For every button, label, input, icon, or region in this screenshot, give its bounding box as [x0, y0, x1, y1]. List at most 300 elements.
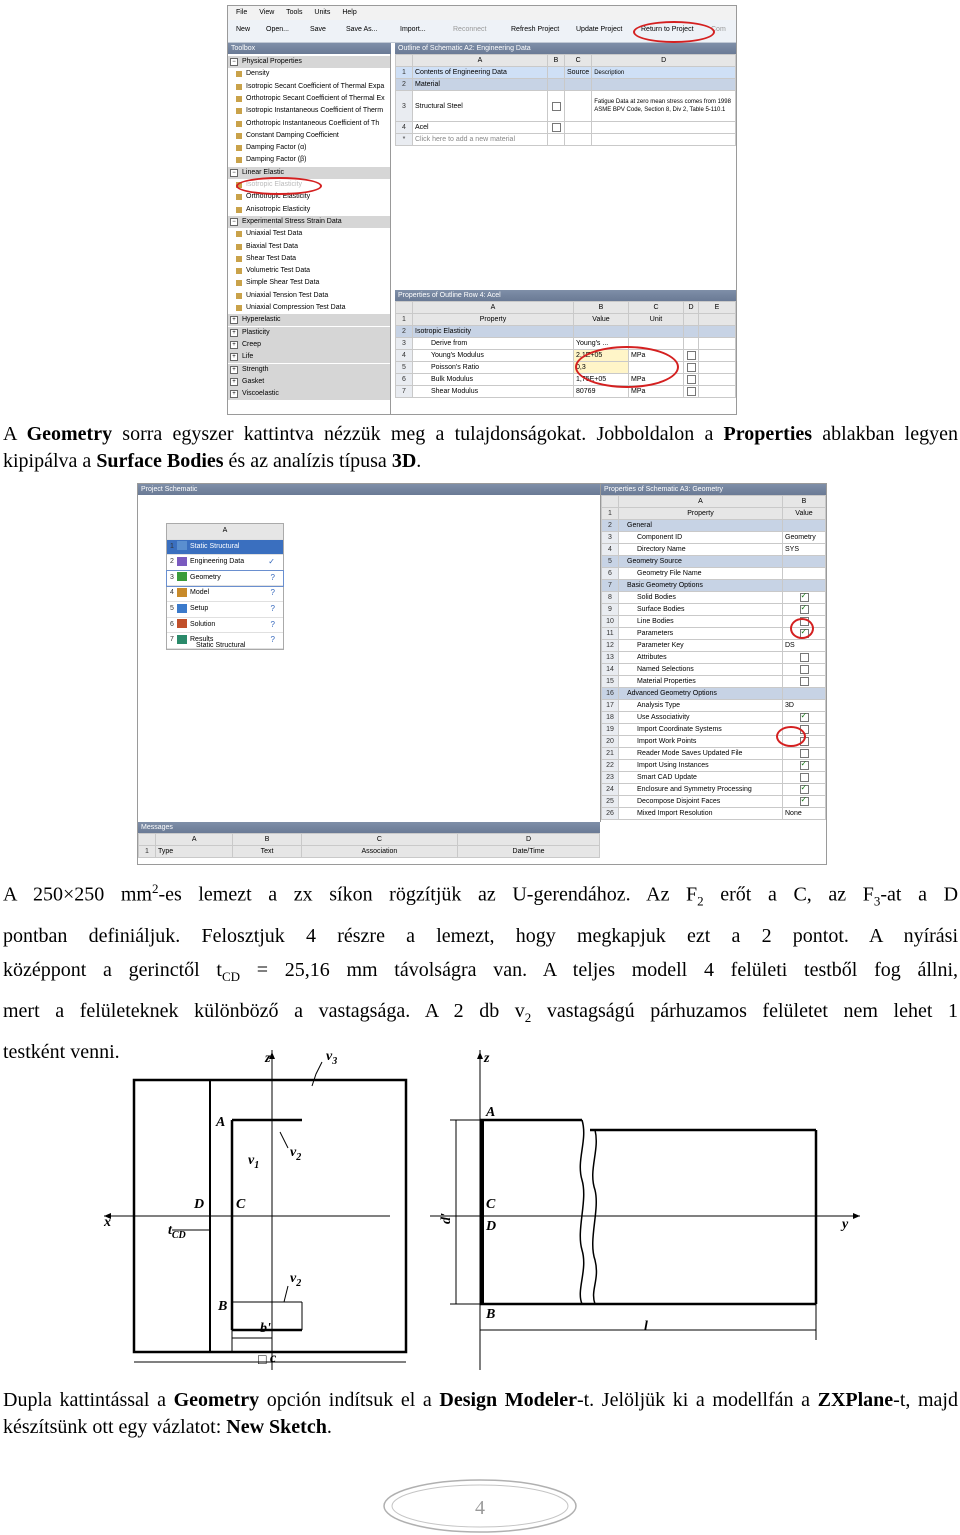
property-icon — [236, 157, 242, 163]
geometry-term: Geometry — [26, 423, 113, 445]
toolbox-item[interactable] — [228, 105, 390, 117]
reconnect-button[interactable]: Reconnect — [453, 26, 487, 33]
text-header: Text — [233, 846, 301, 858]
property-value[interactable]: 2,1E+05 — [574, 350, 629, 362]
properties-term: Properties — [723, 423, 813, 445]
property-name: Parameters — [619, 628, 783, 640]
property-row[interactable] — [396, 314, 736, 326]
toolbox-item[interactable] — [228, 204, 390, 216]
expand-icon[interactable]: + — [230, 378, 238, 386]
checkbox-cell[interactable] — [684, 338, 699, 350]
property-unit[interactable]: MPa — [629, 350, 684, 362]
system-cell-row[interactable] — [167, 602, 283, 618]
checkbox-icon[interactable] — [800, 593, 809, 602]
row-number: 1 — [139, 846, 156, 858]
property-row[interactable] — [396, 362, 736, 374]
toolbox-category[interactable] — [228, 327, 390, 339]
property-row[interactable] — [602, 700, 826, 712]
menu-help[interactable]: Help — [342, 9, 357, 16]
system-cell-row[interactable] — [167, 555, 283, 571]
property-row[interactable] — [396, 338, 736, 350]
toolbox-label: Gasket — [242, 377, 265, 385]
property-value[interactable] — [783, 688, 826, 700]
row-number: 20 — [602, 736, 619, 748]
point-c-label-right: C — [486, 1197, 496, 1212]
property-value[interactable]: None — [783, 808, 826, 820]
save-button[interactable]: Save — [310, 26, 326, 33]
messages-header: Messages — [138, 822, 600, 833]
property-value[interactable]: Value — [783, 508, 826, 520]
expand-icon[interactable]: + — [230, 353, 238, 361]
property-row[interactable] — [602, 508, 826, 520]
col-a: A — [413, 55, 548, 67]
zxplane-term: ZXPlane — [817, 1389, 894, 1411]
text: sorra egyszer kattintva nézzük meg a tulajdonságokat. Jobboldalon a — [112, 423, 724, 445]
toolbox-label: Viscoelastic — [242, 390, 279, 398]
cell-type-icon — [177, 635, 187, 644]
c-prefix: □ — [258, 1353, 267, 1368]
toolbox-label: Linear Elastic — [242, 168, 285, 176]
v2-bottom-label: $v_2$ — [290, 1271, 302, 1289]
point-b-label: B — [218, 1299, 228, 1314]
property-value[interactable]: 1,75E+05 — [574, 374, 629, 386]
property-value[interactable]: DS — [783, 640, 826, 652]
toolbox-label: Orthotropic Elasticity — [246, 193, 311, 201]
checkbox-cell[interactable] — [548, 91, 565, 122]
col-b: B — [783, 496, 826, 508]
checkbox-icon[interactable] — [800, 665, 809, 674]
col-b: B — [233, 834, 301, 846]
expand-icon[interactable]: + — [230, 390, 238, 398]
toolbox-item[interactable] — [228, 253, 390, 265]
update-project-button[interactable]: Update Project — [576, 26, 623, 33]
checkbox-icon[interactable] — [687, 387, 696, 396]
menu-file[interactable]: File — [236, 9, 248, 16]
col-a: A — [619, 496, 783, 508]
checkbox-cell[interactable] — [684, 314, 699, 326]
description-cell — [592, 122, 736, 134]
refresh-required-icon: ? — [270, 603, 275, 613]
row-number: 9 — [602, 604, 619, 616]
toolbox-category[interactable] — [228, 376, 390, 388]
toolbox-item[interactable] — [228, 290, 390, 302]
checkbox-cell[interactable] — [684, 350, 699, 362]
property-row[interactable] — [602, 688, 826, 700]
toolbox-label: Density — [246, 70, 270, 78]
checkbox-icon[interactable] — [800, 605, 809, 614]
toolbox-category[interactable] — [228, 56, 390, 68]
corner-cell — [396, 302, 413, 314]
property-value[interactable] — [783, 568, 826, 580]
toolbox-label: Damping Factor (α) — [246, 144, 307, 152]
toolbox-category[interactable] — [228, 314, 390, 326]
return-to-project-button[interactable]: Return to Project — [641, 26, 694, 33]
toolbox-item[interactable] — [228, 81, 390, 93]
properties-table — [395, 301, 736, 398]
row-number: 23 — [602, 772, 619, 784]
cell-type-icon — [177, 541, 187, 550]
checkbox-cell[interactable] — [548, 79, 565, 91]
v3-label: $v_3$ — [326, 1049, 338, 1067]
checkbox-cell[interactable] — [548, 134, 565, 146]
row-number: 4 — [396, 122, 413, 134]
checkbox-icon[interactable] — [800, 761, 809, 770]
property-unit[interactable] — [629, 326, 684, 338]
v2-top-label: $v_2$ — [290, 1145, 302, 1163]
source-cell — [565, 134, 592, 146]
property-value[interactable]: Geometry — [783, 532, 826, 544]
corner-cell — [602, 496, 619, 508]
checkbox-cell[interactable] — [684, 362, 699, 374]
property-row[interactable] — [396, 326, 736, 338]
material-cell[interactable]: Acel — [413, 122, 548, 134]
system-cell-row[interactable] — [167, 618, 283, 634]
outline-row[interactable] — [396, 79, 736, 91]
toolbox-category[interactable] — [228, 388, 390, 400]
material-cell[interactable]: Material — [413, 79, 548, 91]
checkbox-cell[interactable] — [684, 386, 699, 398]
property-row[interactable] — [602, 604, 826, 616]
property-value[interactable]: Value — [574, 314, 629, 326]
property-row[interactable] — [602, 652, 826, 664]
col-a: A — [156, 834, 233, 846]
z-label-right: z — [484, 1051, 490, 1066]
property-icon — [236, 293, 242, 299]
row-number: 6 — [602, 568, 619, 580]
description-cell — [592, 79, 736, 91]
property-value[interactable]: 0,3 — [574, 362, 629, 374]
extra-cell — [699, 350, 736, 362]
toolbox-item[interactable] — [228, 118, 390, 130]
property-icon — [236, 305, 242, 311]
property-value[interactable] — [783, 520, 826, 532]
checkbox-icon[interactable] — [800, 797, 809, 806]
property-value[interactable] — [783, 796, 826, 808]
toolbox-category[interactable] — [228, 216, 390, 228]
source-cell — [565, 122, 592, 134]
toolbox-item[interactable] — [228, 241, 390, 253]
row-number: 2 — [396, 326, 413, 338]
corner-cell — [139, 834, 156, 846]
left-edge — [480, 1120, 484, 1304]
tcd-label: $t_{CD}$ — [168, 1223, 186, 1241]
cell-type-icon — [177, 572, 187, 581]
toolbox-category[interactable] — [228, 167, 390, 179]
system-cell-row[interactable] — [167, 540, 283, 556]
import-button[interactable]: Import... — [400, 26, 426, 33]
property-value[interactable]: 3D — [783, 700, 826, 712]
collapse-icon[interactable]: − — [230, 58, 238, 66]
extra-cell — [699, 374, 736, 386]
toolbox-category[interactable] — [228, 351, 390, 363]
point-a-label: A — [216, 1115, 226, 1130]
checkbox-icon[interactable] — [800, 785, 809, 794]
property-name: Smart CAD Update — [619, 772, 783, 784]
row-number: 4 — [170, 589, 174, 597]
toolbox-category[interactable] — [228, 339, 390, 351]
property-row[interactable] — [602, 796, 826, 808]
property-value[interactable] — [783, 784, 826, 796]
checkbox-icon[interactable] — [800, 749, 809, 758]
toolbox-label: Isotropic Secant Coefficient of Thermal Expa — [246, 82, 385, 90]
row-number: 26 — [602, 808, 619, 820]
toolbox-item[interactable] — [228, 68, 390, 80]
property-row[interactable] — [602, 760, 826, 772]
material-cell[interactable]: Contents of Engineering Data — [413, 67, 548, 79]
system-cell-row[interactable] — [167, 571, 283, 587]
checkbox-icon[interactable] — [800, 677, 809, 686]
outline-row[interactable] — [396, 91, 736, 122]
extra-cell — [699, 338, 736, 350]
row-number: 19 — [602, 724, 619, 736]
property-value[interactable] — [783, 652, 826, 664]
property-name: Geometry Source — [619, 556, 783, 568]
property-unit[interactable]: Unit — [629, 314, 684, 326]
property-name: Attributes — [619, 652, 783, 664]
toolbox-label: Creep — [242, 340, 262, 348]
refresh-project-button[interactable]: Refresh Project — [511, 26, 560, 33]
text: opción indítsuk el a — [259, 1389, 440, 1411]
row-number: 7 — [602, 580, 619, 592]
toolbox-item[interactable] — [228, 265, 390, 277]
toolbox-label: Uniaxial Test Data — [246, 230, 303, 238]
property-name: Bulk Modulus — [413, 374, 574, 386]
checkbox-icon[interactable] — [687, 375, 696, 384]
save-as-button[interactable]: Save As... — [346, 26, 378, 33]
property-row[interactable] — [602, 664, 826, 676]
toolbox-item[interactable] — [228, 277, 390, 289]
property-row[interactable] — [602, 712, 826, 724]
toolbox-label: Isotropic Elasticity — [246, 181, 303, 188]
row-number: 21 — [602, 748, 619, 760]
property-icon — [236, 96, 242, 102]
toolbox-label: Uniaxial Tension Test Data — [246, 291, 329, 299]
d-prime-label: d' — [439, 1213, 454, 1224]
corner-cell — [396, 55, 413, 67]
property-row[interactable] — [602, 772, 826, 784]
property-row[interactable] — [602, 544, 826, 556]
property-icon — [236, 231, 242, 237]
row-number: 3 — [170, 573, 174, 581]
property-value[interactable] — [783, 772, 826, 784]
property-row[interactable] — [602, 808, 826, 820]
y-label: y — [842, 1217, 849, 1232]
toolbox-label: Orthotropic Secant Coefficient of Thermal Ex — [246, 94, 385, 102]
toolbox-label: Strength — [242, 365, 269, 373]
outline-row[interactable] — [396, 134, 736, 146]
expand-icon[interactable]: + — [230, 341, 238, 349]
x-label: x — [104, 1215, 111, 1230]
property-row[interactable] — [602, 748, 826, 760]
outline-header: Outline of Schematic A2: Engineering Data — [395, 43, 736, 54]
property-value[interactable]: SYS — [783, 544, 826, 556]
material-cell[interactable]: Click here to add a new material — [413, 134, 548, 146]
property-name: Use Associativity — [619, 712, 783, 724]
property-row[interactable] — [602, 532, 826, 544]
row-number: 10 — [602, 616, 619, 628]
checkbox-icon[interactable] — [687, 363, 696, 372]
row-number: 2 — [396, 79, 413, 91]
surface-bodies-highlight — [790, 618, 814, 639]
property-icon — [236, 133, 242, 139]
v1-label: $v_1$ — [248, 1153, 260, 1171]
para2-line2: pontban definiáljuk. Felosztjuk 4 részre a lemezt, hogy megkapjuk ezt a 2 pontot. A nyírási — [3, 924, 958, 947]
checkbox-icon[interactable] — [800, 653, 809, 662]
text: és az analízis típusa — [223, 450, 392, 472]
menu-units[interactable]: Units — [314, 9, 331, 16]
property-value[interactable] — [783, 664, 826, 676]
cell-type-icon — [177, 619, 187, 628]
row-number: 16 — [602, 688, 619, 700]
col-a: A — [413, 302, 574, 314]
text: Dupla kattintással a — [3, 1389, 174, 1411]
checkbox-cell[interactable] — [684, 374, 699, 386]
row-number: 18 — [602, 712, 619, 724]
refresh-required-icon: ? — [270, 635, 275, 645]
property-name: Derive from — [413, 338, 574, 350]
property-name: Parameter Key — [619, 640, 783, 652]
toolbox-item[interactable] — [228, 302, 390, 314]
toolbox-item[interactable] — [228, 130, 390, 142]
property-name: General — [619, 520, 783, 532]
property-name: Poisson's Ratio — [413, 362, 574, 374]
static-structural-system[interactable] — [166, 523, 284, 650]
toolbox-item[interactable] — [228, 142, 390, 154]
refresh-required-icon: ? — [270, 588, 275, 598]
z-label: z — [265, 1051, 271, 1066]
new-sketch-term: New Sketch — [226, 1416, 327, 1438]
property-row[interactable] — [602, 580, 826, 592]
property-value[interactable]: 80769 — [574, 386, 629, 398]
analysis-type-highlight — [776, 726, 806, 747]
paragraph-design-modeler — [3, 1387, 958, 1441]
property-value[interactable] — [783, 592, 826, 604]
system-cell-row[interactable] — [167, 586, 283, 602]
property-row[interactable] — [602, 520, 826, 532]
source-cell — [565, 91, 592, 122]
para2-line4: mert a felületeknek különböző a vastagsága. A 2 db $v_2$ vastagságú párhuzamos felületet nem lehet 1 — [3, 999, 959, 1025]
point-b-label-right: B — [486, 1307, 496, 1322]
property-value[interactable]: Young's ... — [574, 338, 629, 350]
extra-cell — [699, 386, 736, 398]
cell-type-icon — [177, 588, 187, 597]
collapse-icon[interactable]: − — [230, 218, 238, 226]
property-icon — [236, 121, 242, 127]
row-number: 24 — [602, 784, 619, 796]
row-number: 1 — [396, 314, 413, 326]
row-number: 22 — [602, 760, 619, 772]
property-row[interactable] — [396, 374, 736, 386]
property-row[interactable] — [396, 350, 736, 362]
property-row[interactable] — [602, 784, 826, 796]
property-value[interactable] — [783, 604, 826, 616]
para2-line5: testként venni. — [3, 1040, 120, 1063]
compact-button[interactable]: Com — [711, 26, 726, 33]
toolbox-category[interactable] — [228, 364, 390, 376]
toolbox-label: Damping Factor (β) — [246, 156, 307, 164]
property-row[interactable] — [396, 386, 736, 398]
v3-leader — [312, 1062, 322, 1086]
checkbox-cell[interactable] — [684, 326, 699, 338]
material-cell[interactable]: Structural Steel — [413, 91, 548, 122]
property-value[interactable] — [783, 580, 826, 592]
toolbox-item[interactable] — [228, 228, 390, 240]
menu-tools[interactable]: Tools — [286, 9, 303, 16]
text: A — [3, 423, 27, 445]
para2-line1: A 250×250 $mm^2-es$ lemezt a zx síkon rögzítjük az U-gerendához. Az $F_2$ erőt a C, az $F_3-at$ a D — [3, 881, 959, 909]
property-value[interactable] — [783, 676, 826, 688]
project-schematic-pane — [138, 484, 601, 822]
design-modeler-term: Design Modeler — [439, 1389, 577, 1411]
left-figure — [103, 1049, 406, 1370]
property-value[interactable] — [574, 326, 629, 338]
point-a-label-right: A — [486, 1105, 496, 1120]
properties-header: Properties of Outline Row 4: Acel — [395, 290, 736, 301]
text: -t, majd készítsünk ott egy vázlatot: — [3, 1389, 958, 1438]
property-row[interactable] — [602, 676, 826, 688]
checkbox-icon[interactable] — [800, 773, 809, 782]
text: ablakban legyen kipipálva a — [3, 423, 958, 472]
cell-label: Geometry — [190, 573, 221, 581]
toolbox-item[interactable] — [228, 93, 390, 105]
expand-icon[interactable]: + — [230, 329, 238, 337]
type-header: Type — [156, 846, 233, 858]
checkbox-cell[interactable] — [548, 67, 565, 79]
property-icon — [236, 256, 242, 262]
system-name[interactable]: Static Structural — [196, 642, 246, 649]
collapse-icon[interactable]: − — [230, 169, 238, 177]
checkbox-icon[interactable] — [687, 351, 696, 360]
description-cell: Fatigue Data at zero mean stress comes from 1998 ASME BPV Code, Section 8, Div 2, Table 5-110.1 — [592, 91, 736, 122]
l-label: l — [644, 1319, 648, 1334]
row-number: 2 — [602, 520, 619, 532]
checkbox-icon[interactable] — [552, 102, 561, 111]
open-button[interactable]: Open... — [266, 26, 289, 33]
toolbox-item[interactable] — [228, 154, 390, 166]
cell-type-icon — [177, 557, 187, 566]
col-b: B — [574, 302, 629, 314]
b-prime-label: b' — [260, 1321, 271, 1336]
association-header: Association — [301, 846, 457, 858]
new-button[interactable]: New — [236, 26, 251, 33]
outline-row[interactable] — [396, 67, 736, 79]
outline-row[interactable] — [396, 122, 736, 134]
property-value[interactable] — [783, 760, 826, 772]
messages-table — [138, 833, 600, 858]
system-col-header: A — [167, 524, 283, 540]
property-unit[interactable]: MPa — [629, 374, 684, 386]
property-row[interactable] — [602, 556, 826, 568]
expand-icon[interactable]: + — [230, 366, 238, 374]
row-number: 3 — [602, 532, 619, 544]
property-row[interactable] — [602, 592, 826, 604]
checkbox-cell[interactable] — [548, 122, 565, 134]
menu-view[interactable]: View — [259, 9, 275, 16]
text: . — [326, 1416, 332, 1438]
checkbox-icon[interactable] — [552, 123, 561, 132]
expand-icon[interactable]: + — [230, 316, 238, 324]
property-value[interactable] — [783, 712, 826, 724]
property-name: Basic Geometry Options — [619, 580, 783, 592]
property-row[interactable] — [602, 640, 826, 652]
property-value[interactable] — [783, 748, 826, 760]
property-row[interactable] — [602, 568, 826, 580]
property-value[interactable] — [783, 556, 826, 568]
toolbox-label: Shear Test Data — [246, 254, 297, 262]
extra-cell — [699, 362, 736, 374]
checkbox-icon[interactable] — [800, 713, 809, 722]
property-unit[interactable]: MPa — [629, 386, 684, 398]
